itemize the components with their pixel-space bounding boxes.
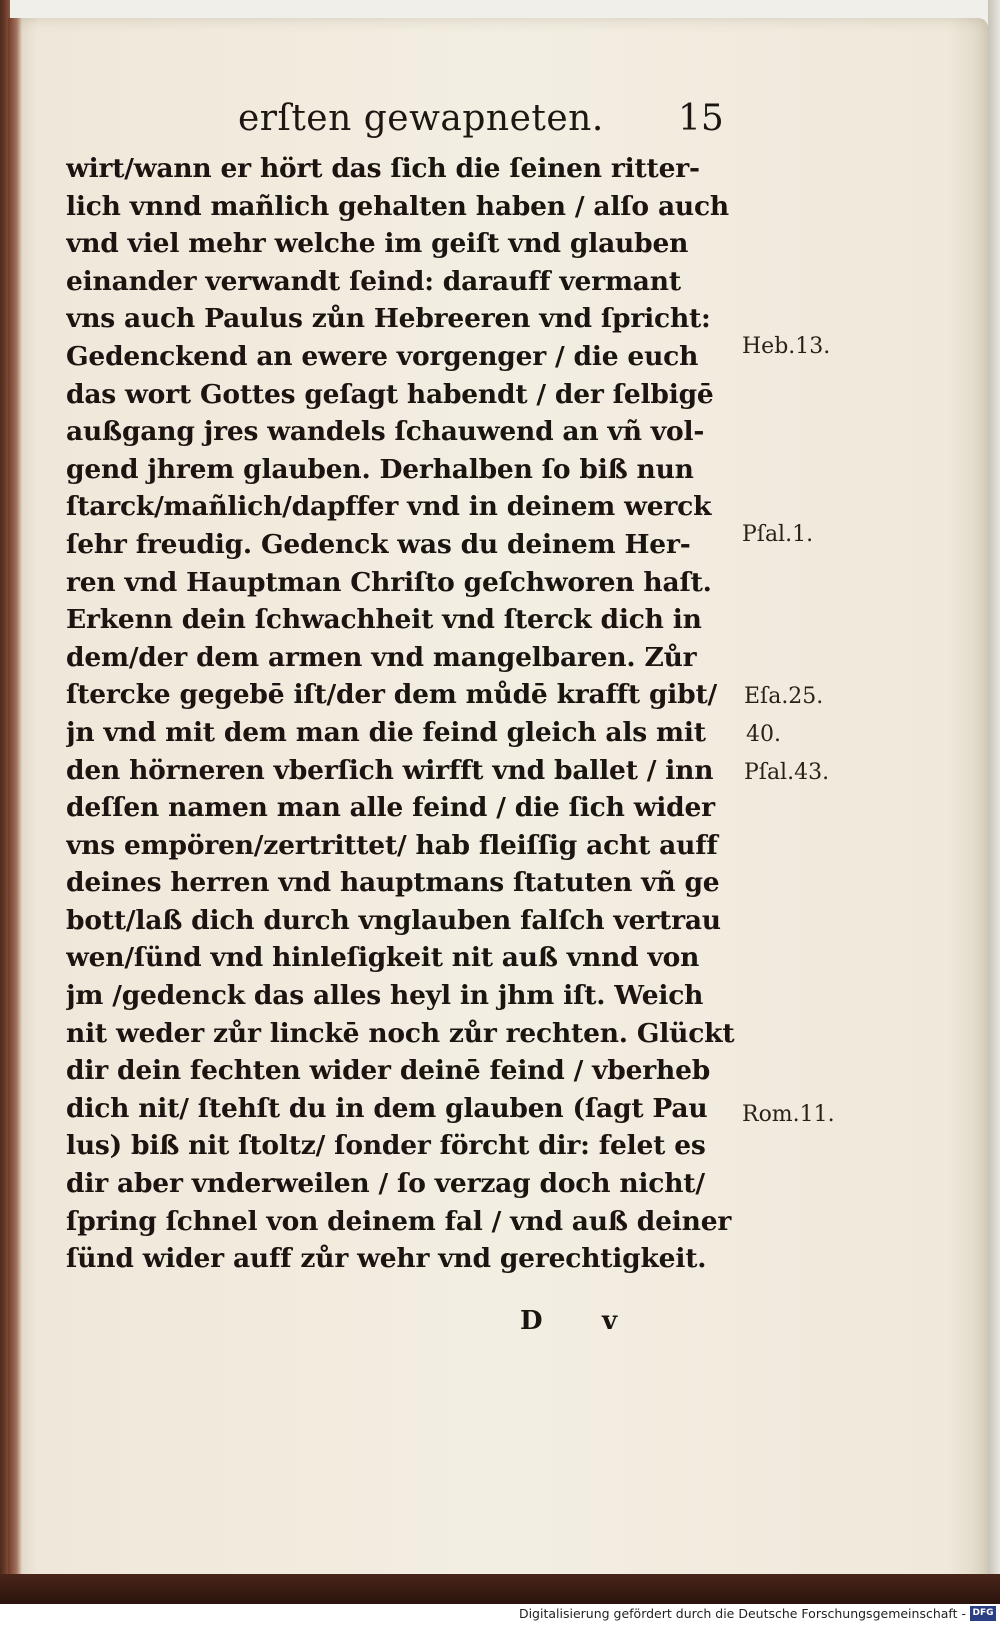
text-line: Gedenckend an ewere vorgenger / die euch	[66, 340, 699, 372]
text-line: das wort Gottes geſagt habendt / der ſelbigē	[66, 378, 714, 410]
text-line: lich vnnd mañlich gehalten haben / alſo auch	[66, 190, 729, 222]
margin-note-esa: Eſa.25.	[744, 684, 824, 709]
text-line: außgang jres wandels ſchauwend an vñ vol-	[66, 416, 705, 448]
text-line: dich nit/ ſtehſt du in dem glauben (ſagt Pau	[66, 1092, 708, 1124]
text-line: bott/laß dich durch vnglauben falſch vertrau	[66, 904, 721, 936]
text-line: ſünd wider auff zůr wehr vnd gerechtigkeit.	[66, 1243, 707, 1275]
margin-note-psal-1: Pſal.1.	[742, 522, 814, 547]
signature-mark: D	[520, 1306, 543, 1336]
text-line: jn vnd mit dem man die feind gleich als mit	[66, 716, 706, 748]
book-edge-right	[988, 0, 1000, 1600]
text-line: vnd viel mehr welche im geiſt vnd glauben	[66, 228, 689, 260]
text-line: ren vnd Hauptman Chriſto geſchworen haſt.	[66, 566, 712, 598]
text-line: dir aber vnderweilen / ſo verzag doch nicht/	[66, 1168, 705, 1200]
text-line: ſehr freudig. Gedenck was du deinem Her-	[66, 528, 691, 560]
running-header-title: erſten gewapneten.	[238, 98, 604, 139]
margin-note-psal-43: Pſal.43.	[744, 760, 830, 785]
page-number: 15	[678, 98, 724, 139]
text-line: lus) biß nit ſtoltz/ ſonder förcht dir: felet es	[66, 1130, 706, 1162]
text-line: den hörneren vberſich wirfft vnd ballet / inn	[66, 754, 714, 786]
funding-credit: Digitalisierung gefördert durch die Deutsche Forschungsgemeinschaft -	[518, 1606, 966, 1621]
text-line: vns empören/zertrittet/ hab fleiſſig acht auff	[66, 829, 718, 861]
text-line: wen/ſünd vnd hinleſigkeit nit auß vnnd von	[66, 942, 700, 974]
running-header	[238, 98, 738, 144]
text-line: nit weder zůr linckē noch zůr rechten. Glückt	[66, 1017, 735, 1049]
dfg-logo: DFG	[970, 1606, 996, 1621]
main-text-block	[66, 150, 746, 1278]
margin-note-rom: Rom.11.	[742, 1102, 835, 1127]
text-line: vns auch Paulus zůn Hebreeren vnd ſpricht:	[66, 303, 711, 335]
margin-note-heb: Heb.13.	[742, 334, 831, 359]
text-line: ſtarck/mañlich/dapffer vnd in deinem werck	[66, 491, 712, 523]
text-line: gend jhrem glauben. Derhalben ſo biß nun	[66, 453, 694, 485]
text-line: dem/der dem armen vnd mangelbaren. Zůr	[66, 641, 697, 673]
text-line: ſtercke gegebē iſt/der dem můdē krafft gibt/	[66, 679, 717, 711]
text-line: einander verwandt ſeind: darauff vermant	[66, 265, 681, 297]
text-line: deines herren vnd hauptmans ſtatuten vñ ge	[66, 867, 720, 899]
margin-note-40: 40.	[746, 722, 781, 747]
book-bottom-edge	[0, 1574, 1000, 1604]
text-line: wirt/wann er hört das ſich die ſeinen ritter-	[66, 153, 700, 184]
text-line: jm /gedenck das alles heyl in jhm iſt. Weich	[66, 980, 704, 1012]
catchword: v	[602, 1306, 618, 1336]
page-spine-shadow	[8, 18, 22, 1596]
text-line: deſſen namen man alle feind / die ſich wider	[66, 792, 715, 824]
text-line: dir dein fechten wider deinē feind / vberheb	[66, 1055, 711, 1087]
text-line: ſpring ſchnel von deinem fal / vnd auß deiner	[66, 1205, 732, 1237]
text-line: Erkenn dein ſchwachheit vnd ſterck dich in	[66, 604, 702, 636]
footer-bar	[0, 1604, 1000, 1626]
